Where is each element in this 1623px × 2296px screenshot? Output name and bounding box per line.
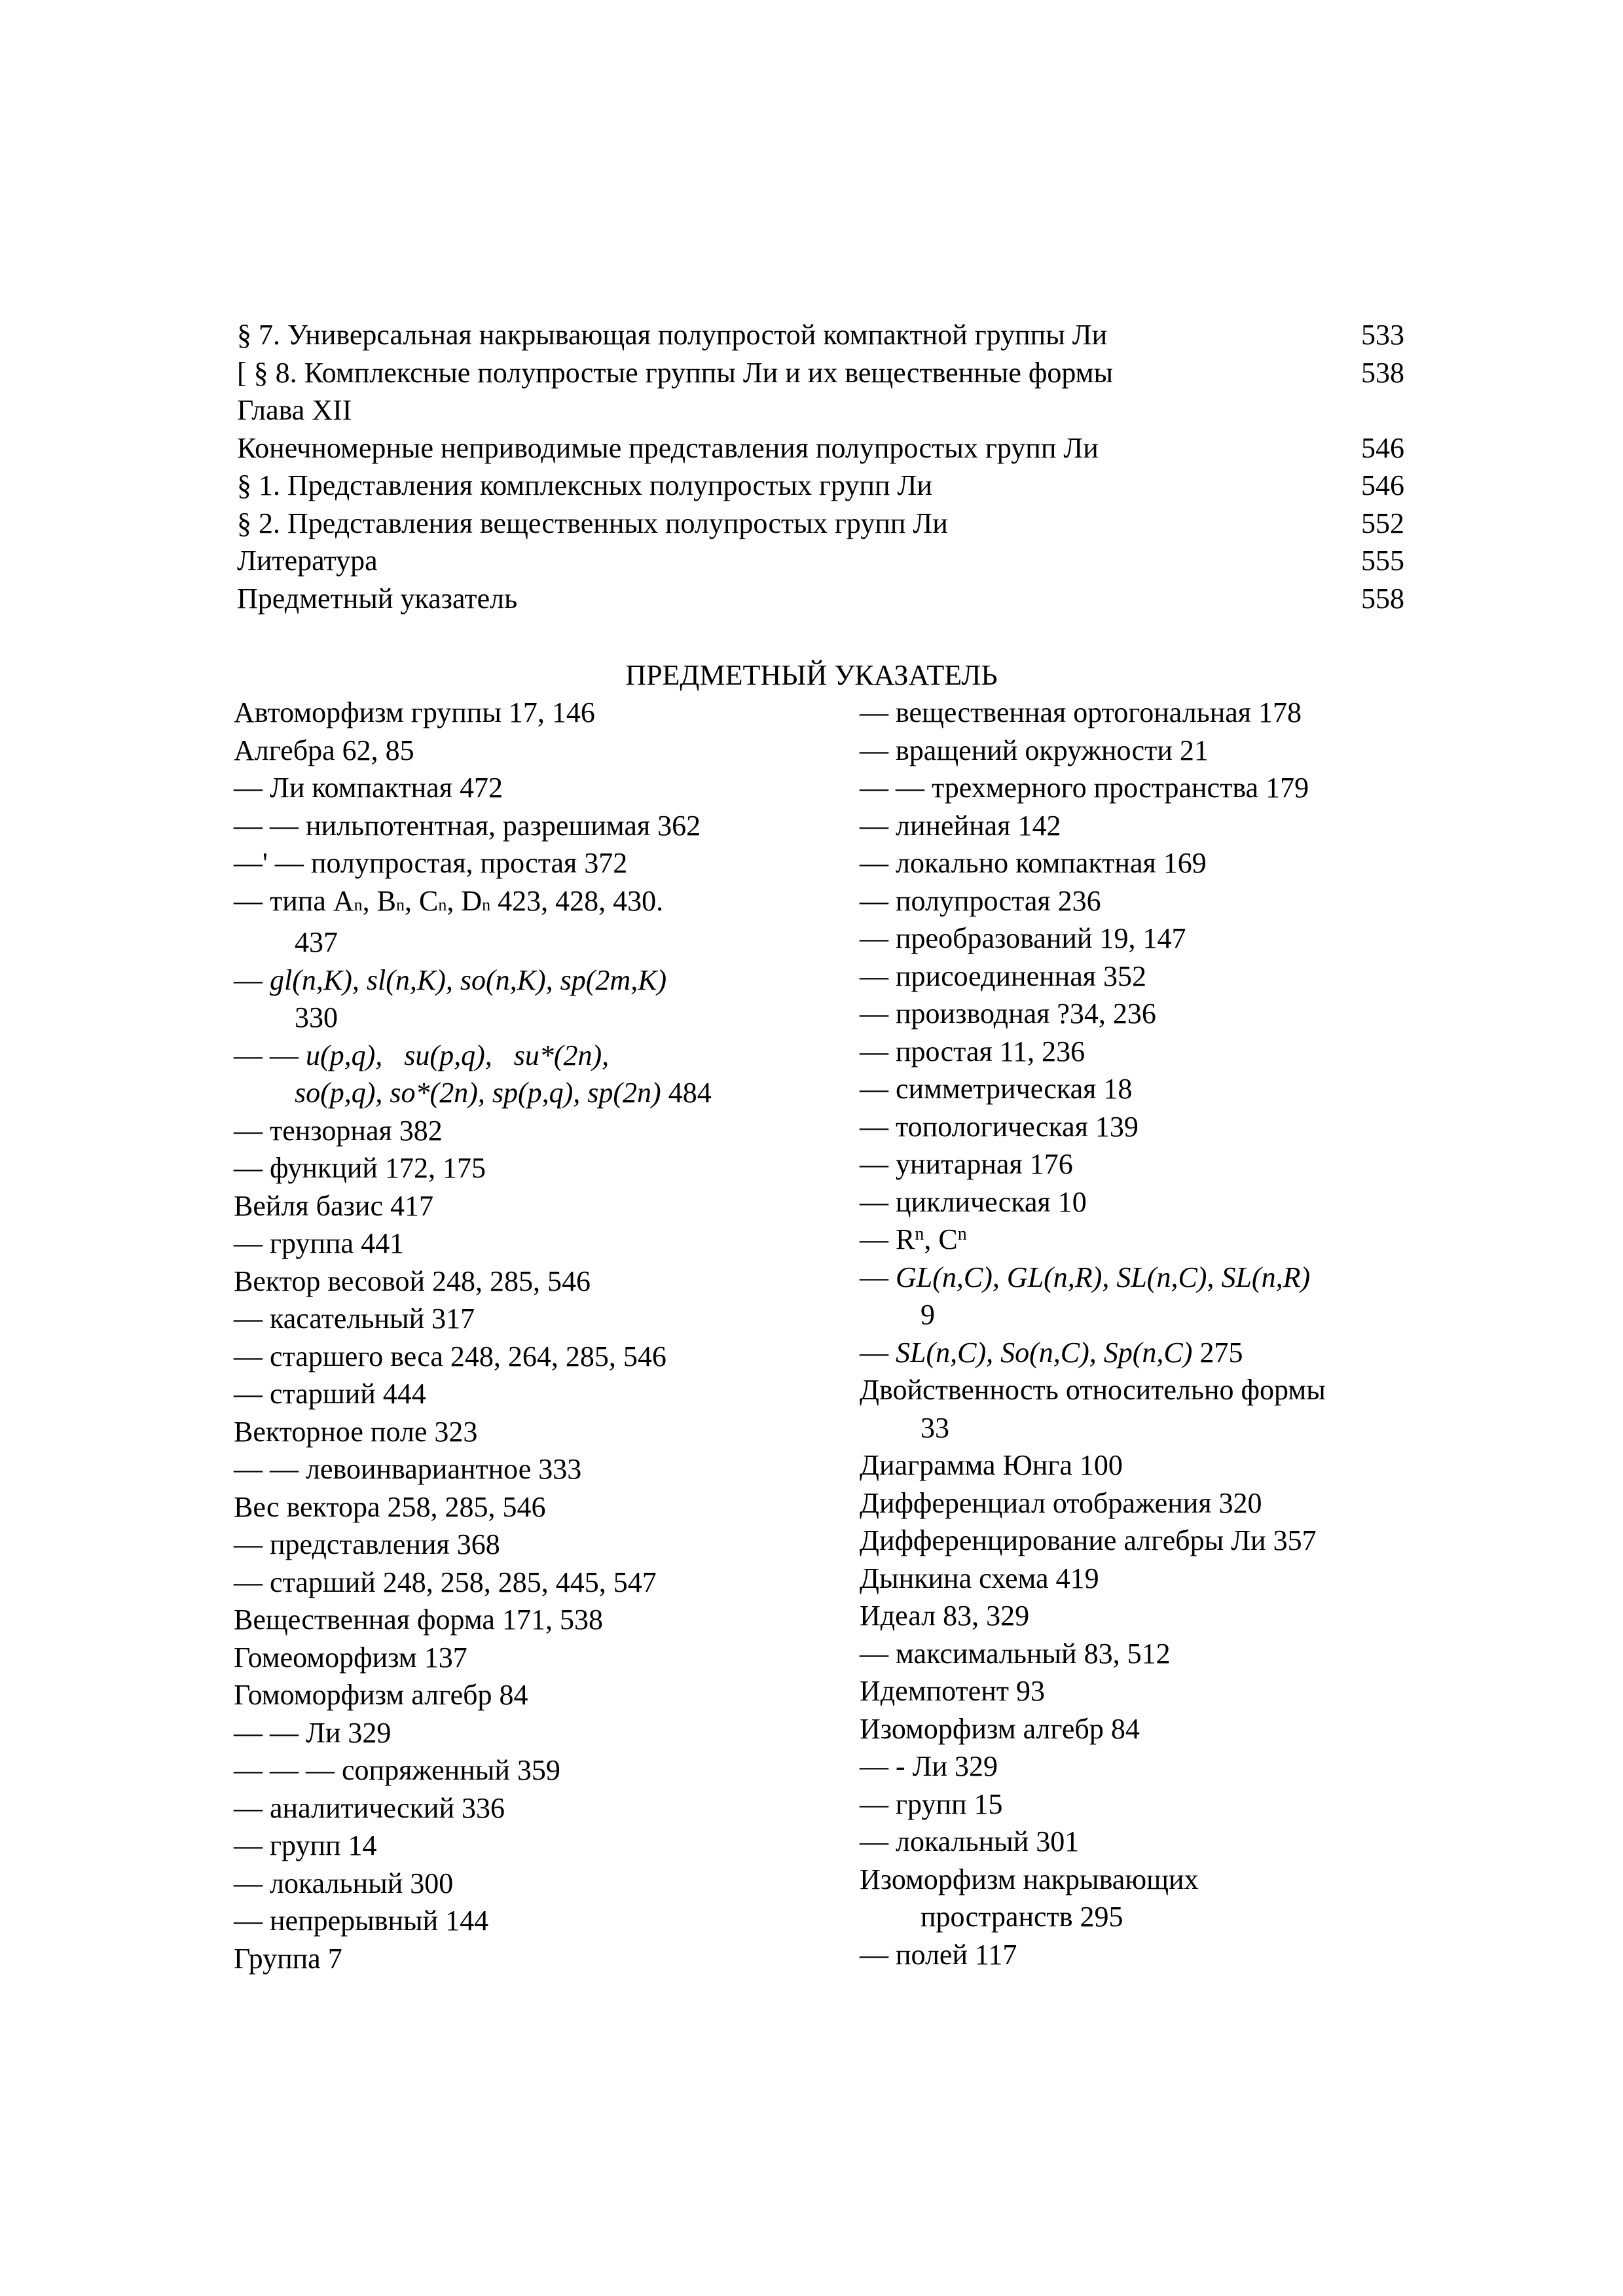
entry-dash: — bbox=[234, 963, 270, 996]
index-entry: — унитарная 176 bbox=[860, 1148, 1073, 1180]
index-entry: Вектор весовой 248, 285, 546 bbox=[234, 1265, 591, 1297]
index-entry: — топологическая 139 bbox=[860, 1110, 1139, 1143]
index-entry: — вещественная ортогональная 178 bbox=[860, 696, 1302, 728]
index-entry bbox=[234, 882, 836, 924]
formula: so(p,q), so*(2n), sp(p,q), sp(2n) bbox=[295, 1077, 661, 1109]
index-entry bbox=[234, 1037, 836, 1075]
entry-text: — R bbox=[860, 1223, 915, 1255]
index-entry: Дифференциал отображения 320 bbox=[860, 1486, 1262, 1519]
toc-page: 533 bbox=[1361, 319, 1404, 351]
toc-title: § 1. Представления комплексных полупростых групп Ли bbox=[237, 469, 932, 501]
superscript: n bbox=[915, 1224, 924, 1244]
formula: GL(n,C), GL(n,R), SL(n,C), SL(n,R) bbox=[896, 1261, 1311, 1293]
index-entry: — — нильпотентная, разрешимая 362 bbox=[234, 809, 701, 842]
index-entry: — простая 11, 236 bbox=[860, 1035, 1085, 1067]
entry-text: — типа A bbox=[234, 884, 354, 917]
index-entry: — вращений окружности 21 bbox=[860, 734, 1209, 766]
index-entry: — — левоинвариантное 333 bbox=[234, 1453, 582, 1485]
index-entry: — непрерывный 144 bbox=[234, 1905, 489, 1937]
index-entry: — присоединенная 352 bbox=[860, 960, 1146, 992]
index-entry: Дифференцирование алгебры Ли 357 bbox=[860, 1524, 1317, 1556]
entry-text: , C bbox=[924, 1223, 958, 1255]
index-entry: Вейля базис 417 bbox=[234, 1189, 433, 1222]
index-entry: — — Ли 329 bbox=[234, 1716, 392, 1749]
index-entry: — линейная 142 bbox=[860, 809, 1061, 842]
index-entry bbox=[860, 1221, 1449, 1259]
toc-title: Конечномерные неприводимые представления полупростых групп Ли bbox=[237, 431, 1099, 464]
toc-page: 546 bbox=[1361, 431, 1404, 464]
index-entry: Алгебра 62, 85 bbox=[234, 734, 414, 766]
index-entry: — старшего веса 248, 264, 285, 546 bbox=[234, 1340, 666, 1372]
index-entry: Гомеоморфизм 137 bbox=[234, 1641, 467, 1674]
toc-title: Предметный указатель bbox=[237, 582, 518, 615]
toc-page: 555 bbox=[1361, 545, 1404, 577]
index-right-column bbox=[860, 694, 1449, 1973]
toc-page: 552 bbox=[1361, 507, 1404, 539]
index-entry: Диаграмма Юнга 100 bbox=[860, 1449, 1123, 1481]
index-entry: — локально компактная 169 bbox=[860, 847, 1207, 879]
index-entry: — — — сопряженный 359 bbox=[234, 1754, 560, 1786]
index-title: ПРЕДМЕТНЫЙ УКАЗАТЕЛЬ bbox=[625, 659, 998, 691]
toc-title: [ § 8. Комплексные полупростые группы Ли и их вещественные формы bbox=[237, 356, 1114, 389]
index-entry: — группа 441 bbox=[234, 1227, 405, 1259]
index-entry-continuation: 330 bbox=[295, 1001, 338, 1033]
toc-title: Литература bbox=[237, 545, 378, 577]
index-entry-continuation: 437 bbox=[295, 926, 338, 958]
formula: SL(n,C), So(n,C), Sp(n,C) bbox=[896, 1336, 1193, 1369]
index-entry-continuation: 33 bbox=[921, 1411, 949, 1444]
index-entry: —' — полупростая, простая 372 bbox=[234, 847, 628, 879]
index-entry: — максимальный 83, 512 bbox=[860, 1637, 1171, 1670]
entry-text: , D bbox=[447, 884, 483, 917]
entry-page: 275 bbox=[1192, 1336, 1243, 1369]
index-entry: Вес вектора 258, 285, 546 bbox=[234, 1490, 546, 1523]
index-entry: — локальный 300 bbox=[234, 1867, 454, 1899]
toc-page: 538 bbox=[1361, 356, 1404, 389]
superscript: n bbox=[957, 1224, 967, 1244]
index-entry: — касательный 317 bbox=[234, 1302, 475, 1335]
index-entry: Двойственность относительно формы bbox=[860, 1374, 1326, 1406]
toc-page: 558 bbox=[1361, 582, 1404, 615]
index-entry: — циклическая 10 bbox=[860, 1185, 1087, 1218]
index-entry: Изоморфизм алгебр 84 bbox=[860, 1712, 1140, 1745]
entry-text: 423, 428, 430. bbox=[490, 884, 664, 917]
index-entry: — функций 172, 175 bbox=[234, 1152, 486, 1184]
index-entry: — локальный 301 bbox=[860, 1825, 1080, 1857]
index-entry: Вещественная форма 171, 538 bbox=[234, 1604, 603, 1636]
index-left-column bbox=[234, 694, 836, 1977]
toc-row bbox=[237, 505, 1404, 543]
toc-row bbox=[237, 391, 1404, 429]
index-entry: — старший 444 bbox=[234, 1378, 426, 1410]
toc-row bbox=[237, 542, 1404, 580]
index-entry: — производная ?34, 236 bbox=[860, 997, 1156, 1030]
toc-page: 546 bbox=[1361, 469, 1404, 501]
subscript: n bbox=[482, 895, 491, 914]
entry-dash: — — bbox=[234, 1039, 306, 1071]
entry-text: , C bbox=[405, 884, 439, 917]
toc-row bbox=[237, 354, 1404, 392]
index-entry: Векторное поле 323 bbox=[234, 1415, 478, 1448]
index-entry: — аналитический 336 bbox=[234, 1791, 505, 1824]
index-entry bbox=[860, 1334, 1449, 1372]
index-entry: — групп 14 bbox=[234, 1829, 377, 1861]
index-entry: Идеал 83, 329 bbox=[860, 1600, 1030, 1632]
index-entry: — — трехмерного пространства 179 bbox=[860, 772, 1309, 804]
table-of-contents bbox=[237, 316, 1404, 617]
index-entry: — - Ли 329 bbox=[860, 1750, 998, 1782]
index-entry: — полей 117 bbox=[860, 1938, 1017, 1971]
index-entry: — симметрическая 18 bbox=[860, 1073, 1133, 1105]
index-entry: — старший 248, 258, 285, 445, 547 bbox=[234, 1566, 657, 1598]
toc-row bbox=[237, 467, 1404, 505]
formula: gl(n,K), sl(n,K), so(n,K), sp(2m,K) bbox=[270, 963, 667, 996]
index-entry: — Ли компактная 472 bbox=[234, 772, 503, 804]
toc-title: Глава XII bbox=[237, 394, 352, 426]
toc-row bbox=[237, 429, 1404, 467]
subscript: n bbox=[354, 895, 363, 914]
formula: u(p,q), su(p,q), su*(2n), bbox=[306, 1039, 610, 1071]
entry-page: 484 bbox=[661, 1077, 712, 1109]
index-entry: — тензорная 382 bbox=[234, 1114, 443, 1147]
index-entry: Изоморфизм накрывающих bbox=[860, 1863, 1199, 1895]
index-entry bbox=[234, 961, 836, 999]
index-entry: Автоморфизм группы 17, 146 bbox=[234, 696, 595, 728]
toc-title: § 7. Универсальная накрывающая полупростой компактной группы Ли bbox=[237, 319, 1108, 351]
index-entry bbox=[860, 1259, 1449, 1297]
index-entry: Гомоморфизм алгебр 84 bbox=[234, 1679, 528, 1711]
index-entry: Дынкина схема 419 bbox=[860, 1562, 1099, 1594]
subscript: n bbox=[396, 895, 405, 914]
entry-dash: — bbox=[860, 1261, 896, 1293]
index-entry: Идемпотент 93 bbox=[860, 1675, 1046, 1707]
index-entry: — полупростая 236 bbox=[860, 884, 1101, 917]
toc-row bbox=[237, 580, 1404, 618]
index-entry: — представления 368 bbox=[234, 1528, 500, 1560]
index-entry-continuation: 9 bbox=[921, 1299, 935, 1331]
subscript: n bbox=[438, 895, 447, 914]
index-entry: — групп 15 bbox=[860, 1787, 1003, 1820]
index-entry: Группа 7 bbox=[234, 1942, 342, 1975]
toc-row bbox=[237, 316, 1404, 354]
index-entry-continuation bbox=[234, 1074, 836, 1112]
index-entry-continuation: пространств 295 bbox=[921, 1901, 1123, 1933]
toc-title: § 2. Представления вещественных полупростых групп Ли bbox=[237, 507, 948, 539]
entry-text: , B bbox=[362, 884, 396, 917]
index-entry: — преобразований 19, 147 bbox=[860, 922, 1186, 954]
entry-dash: — bbox=[860, 1336, 896, 1369]
